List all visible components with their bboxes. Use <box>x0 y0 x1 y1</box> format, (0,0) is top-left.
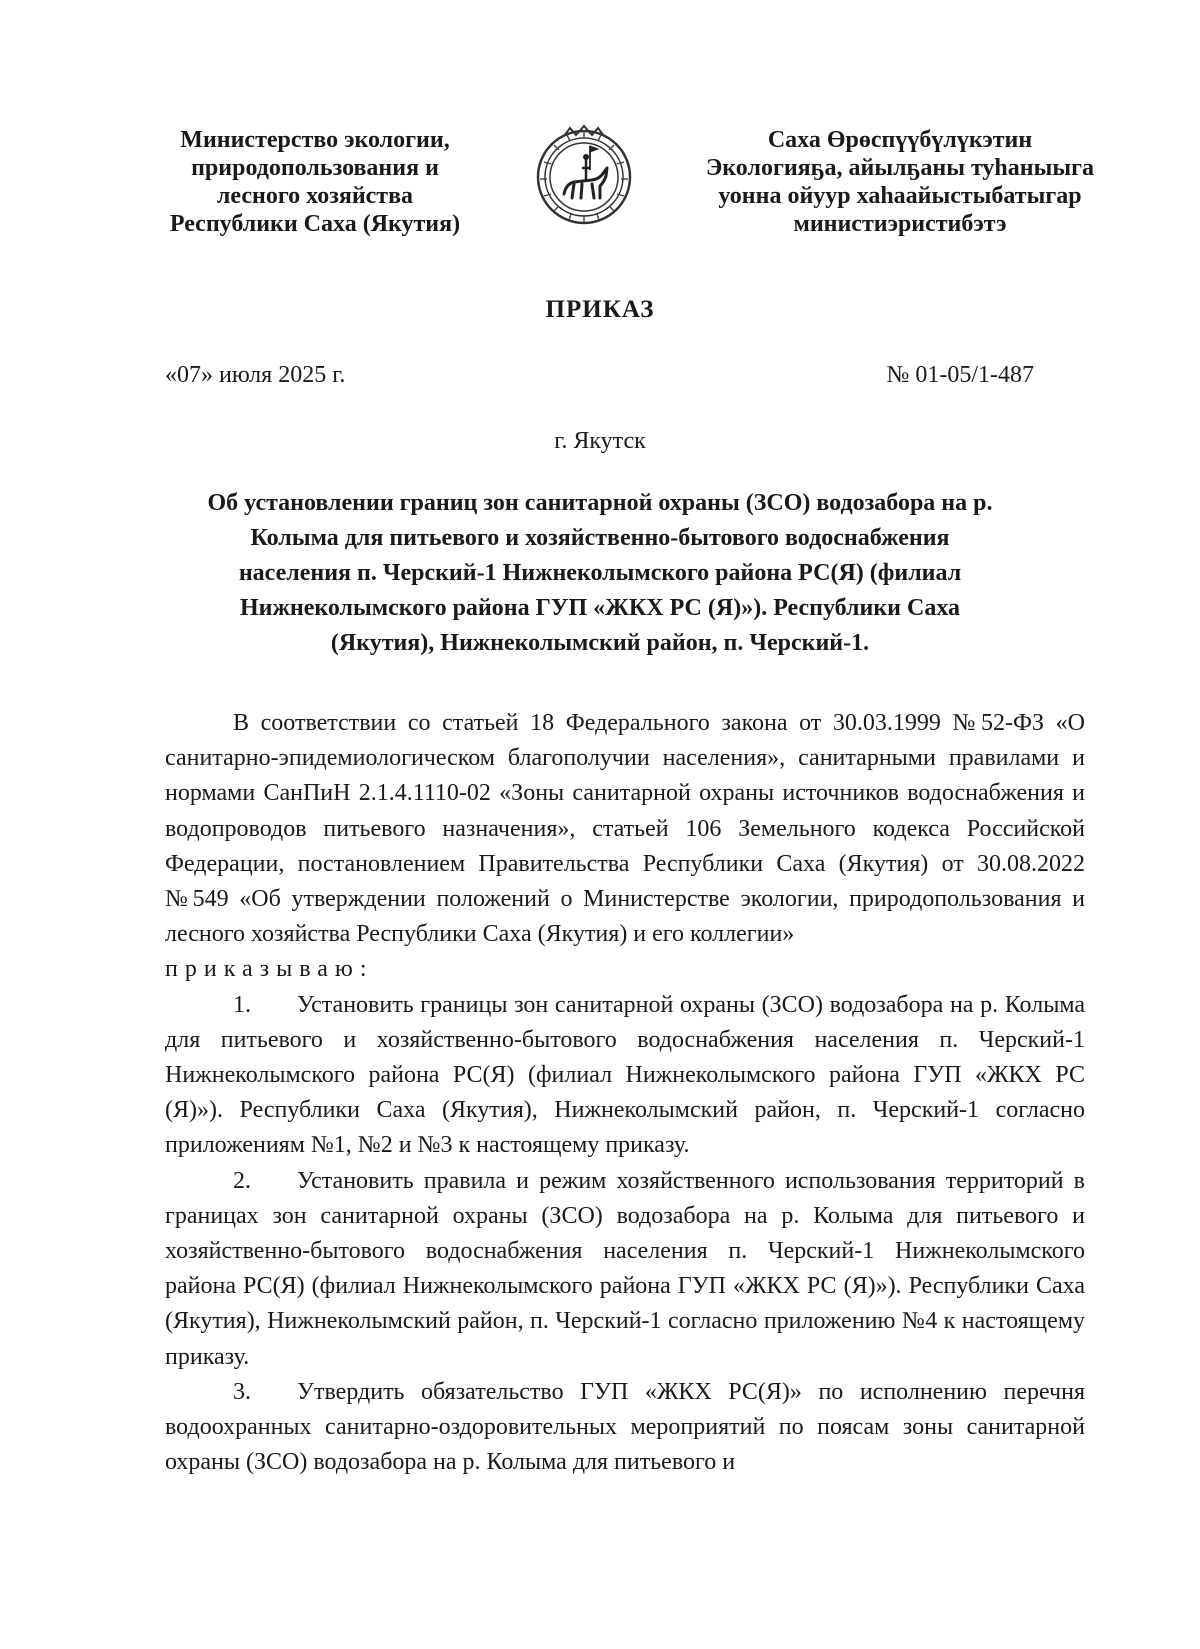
subject-line: Нижнеколымского района ГУП «ЖКХ РС (Я)»). Республики Саха <box>239 595 961 621</box>
subject-line: Колыма для питьевого и хозяйственно-бытового водоснабжения <box>250 525 950 551</box>
orders-word: приказываю: <box>165 956 374 983</box>
ministry-name-line: уонна ойуур хаһаайыстыбатыгар <box>718 183 1082 209</box>
order-item <box>165 1375 1085 1481</box>
ministry-name-line: министиэристибэтэ <box>793 211 1007 237</box>
ministry-name-line: Министерство экологии, <box>180 127 450 153</box>
order-body <box>165 706 1085 1480</box>
item-number: 1. <box>233 991 251 1018</box>
ministry-name-line: лесного хозяйства <box>216 183 414 209</box>
subject-line: Об установлении границ зон санитарной охраны (ЗСО) водозабора на р. <box>207 490 993 516</box>
item-number: 3. <box>233 1378 251 1405</box>
item-text: Установить правила и режим хозяйственного использования территорий в границах зон санитарной охраны (ЗСО) водозабора на р. Колыма для питьевого и хозяйственно-бытового водоснабжения населения п. Черский-1 Нижнеколымского района РС(Я) (филиал Нижнеколымского района ГУП «ЖКХ РС (Я)»). Республики Саха (Якутия), Нижнеколымский район, п. Черский-1 согласно приложению №4 к настоящему приказу. <box>165 1167 1085 1370</box>
document-number: № 01-05/1-487 <box>886 362 1034 388</box>
preamble-paragraph: В соответствии со статьей 18 Федерального закона от 30.03.1999 №52-ФЗ «О санитарно-эпидемиологическом благополучии населения», санитарными правилами и нормами СанПиН 2.1.4.1110-02 «Зоны санитарной охраны источников водоснабжения и водопроводов питьевого назначения», статьей 106 Земельного кодекса Российской Федерации, постановлением Правительства Республики Саха (Якутия) от 30.08.2022 №549 «Об утверждении положений о Министерстве экологии, природопользования и лесного хозяйства Республики Саха (Якутия) и его коллегии» <box>165 710 1085 948</box>
ministry-name-line: Саха Өрөспүүбүлүкэтин <box>767 127 1033 153</box>
subject-line: (Якутия), Нижнеколымский район, п. Черский-1. <box>330 630 870 656</box>
document-city: г. Якутск <box>554 428 646 454</box>
document-date: «07» июля 2025 г. <box>165 362 346 388</box>
item-number: 2. <box>233 1167 251 1194</box>
ministry-name-line: природопользования и <box>191 155 439 181</box>
order-subject <box>150 486 1050 661</box>
ministry-name-line: Экологияҕа, айылҕаны туһаныыга <box>706 155 1094 181</box>
subject-line: населения п. Черский-1 Нижнеколымского района РС(Я) (филиал <box>238 560 962 586</box>
sakha-republic-coat-of-arms-icon <box>534 124 634 230</box>
item-text: Утвердить обязательство ГУП «ЖКХ РС(Я)» по исполнению перечня водоохранных санитарно-оздоровительных мероприятий по поясам зоны санитарной охраны (ЗСО) водозабора на р. Колыма для питьевого и <box>165 1378 1085 1476</box>
document-type-title: ПРИКАЗ <box>545 296 655 323</box>
item-text: Установить границы зон санитарной охраны (ЗСО) водозабора на р. Колыма для питьевого и хозяйственно-бытового водоснабжения населения п. Черский-1 Нижнеколымского района РС(Я) (филиал Нижнеколымского района ГУП «ЖКХ РС (Я)»). Республики Саха (Якутия), Нижнеколымский район, п. Черский-1 согласно приложениям №1, №2 и №3 к настоящему приказу. <box>165 991 1085 1159</box>
order-item <box>165 988 1085 1164</box>
order-item <box>165 1164 1085 1375</box>
ministry-name-line: Республики Саха (Якутия) <box>169 211 461 237</box>
ministry-name-yakut <box>680 126 1120 238</box>
ministry-name-russian <box>150 126 480 238</box>
